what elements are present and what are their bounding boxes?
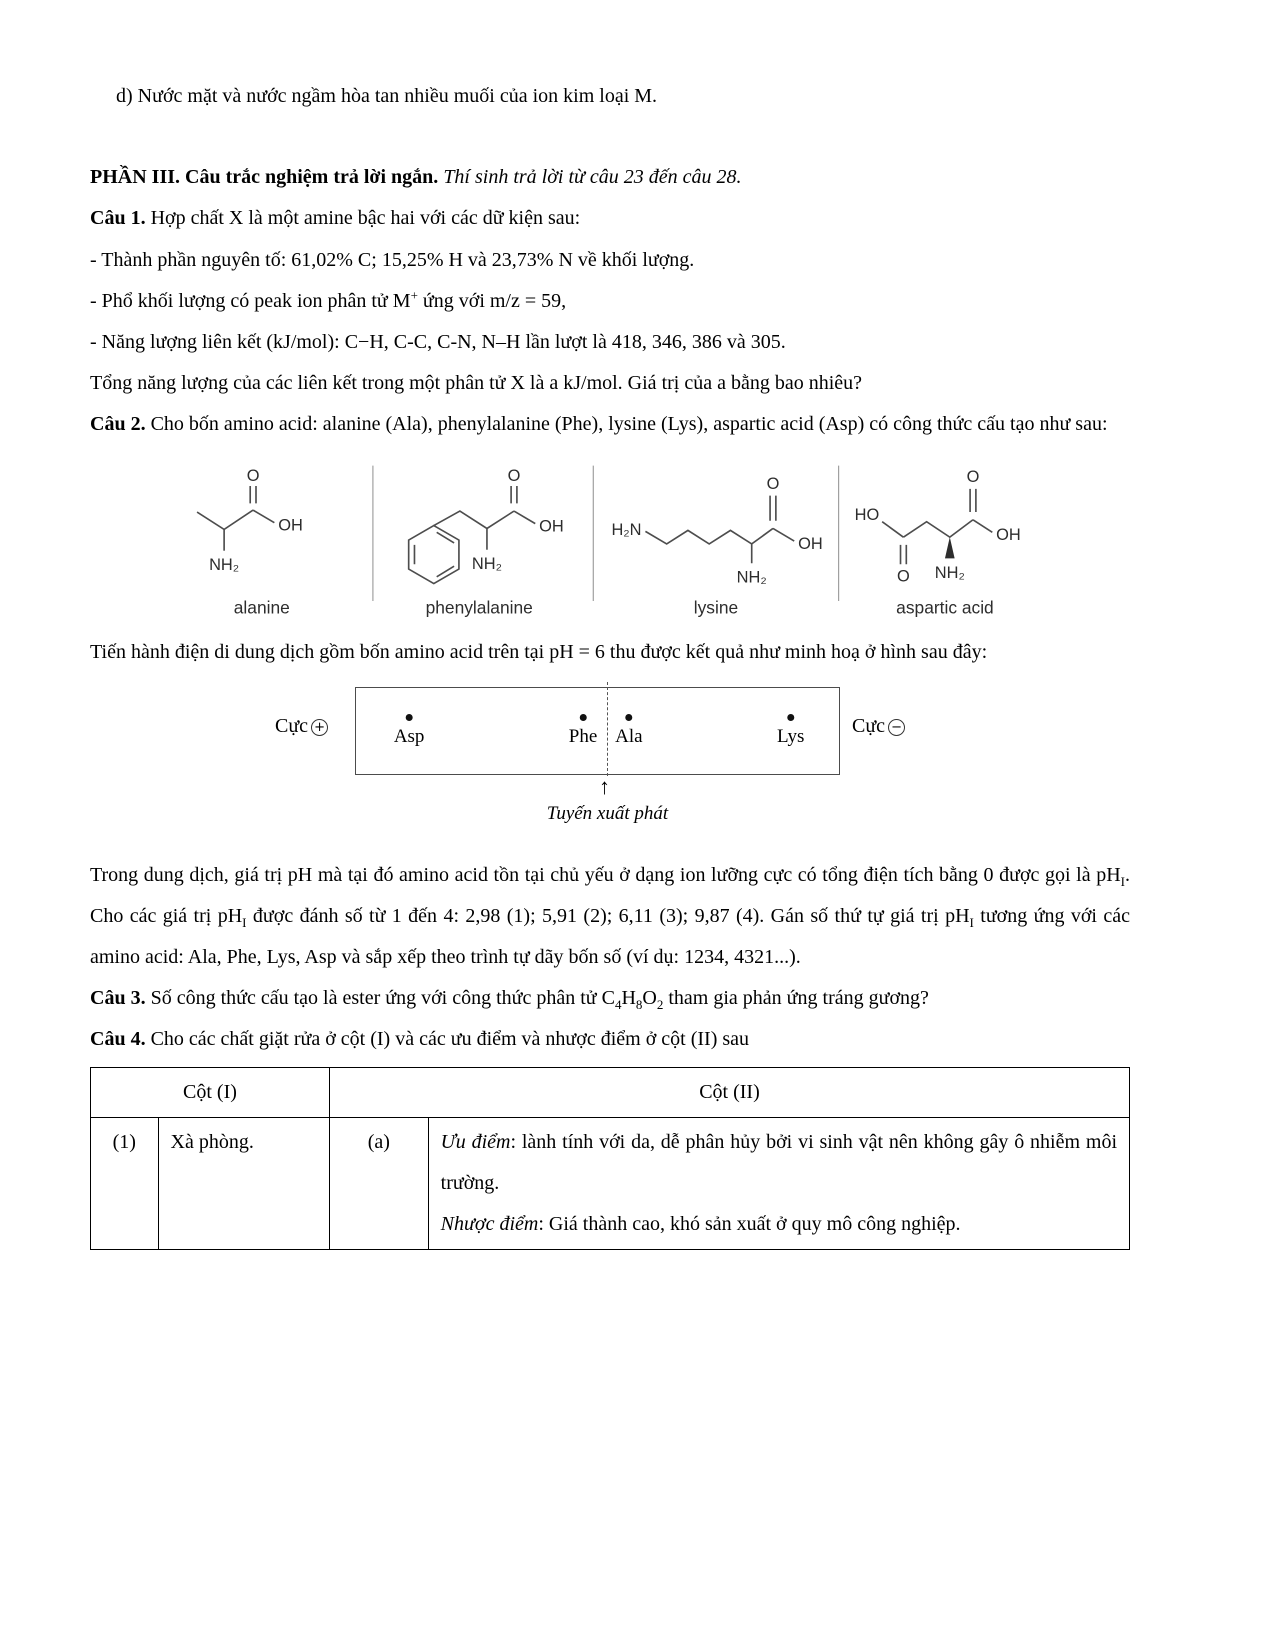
up-arrow-icon: ↑ [599,773,610,799]
disadvantage-text: : Giá thành cao, khó sản xuất ở quy mô công nghiệp. [538,1213,961,1236]
structure-lysine [611,474,822,617]
ph-subscript-2: I [242,914,247,930]
ph-subscript-3: I [969,914,974,930]
q3-subscript-8: 8 [635,997,643,1013]
q4-intro-text: Cho các chất giặt rửa ở cột (I) và các ưu điểm và nhược điểm ở cột (II) sau [145,1028,750,1051]
q1-bullet-2 [90,281,1130,322]
phenylalanine-oh-label: OH [539,516,564,535]
point-ala [615,714,642,749]
description-cell [428,1117,1129,1250]
q2-ph-paragraph [90,855,1130,979]
q3-run-1: Số công thức cấu tạo là ester ứng với công thức phân tử C [145,987,615,1010]
part3-heading-italic: Thí sinh trả lời từ câu 23 đến câu 28. [438,166,742,189]
q2-intro [90,404,1130,445]
q2-electro-intro: Tiến hành điện di dung dịch gồm bốn amino acid trên tại pH = 6 thu được kết quả như minh hoạ ở hình sau đây: [90,640,988,663]
structure-aspartic-acid [855,468,1021,617]
detergent-name-cell: Xà phòng. [158,1117,329,1250]
q1-bullet-2-post: ứng với m/z = 59, [417,289,567,312]
aspartic-o-top-label: O [966,467,980,486]
electrophoresis-figure [90,687,1130,845]
alanine-o-label: O [246,466,260,485]
advantage-text: : lành tính với da, dễ phân hủy bởi vi sinh vật nên không gây ô nhiễm môi trường. [440,1130,1117,1194]
lysine-o-label: O [766,474,780,493]
q4-table [90,1067,1130,1251]
asp-dot [406,714,413,721]
part3-heading-bold: PHẦN III. Câu trắc nghiệm trả lời ngắn. [90,166,439,189]
start-line-dashed [607,682,608,776]
minus-circle-icon: − [888,719,905,736]
alanine-name-label: alanine [233,597,290,618]
q3-subscript-2: 2 [656,997,664,1013]
lys-dot [787,714,794,721]
positive-pole-text: Cực [275,714,309,737]
point-asp [394,714,425,749]
q3-run-3: O [642,987,657,1010]
disadvantage-line [441,1204,1117,1245]
asp-label: Asp [393,725,425,747]
amino-acid-structures-svg [160,456,1040,628]
q1-bullet-3: - Năng lượng liên kết (kJ/mol): C−H, C-C, C-N, N–H lần lượt là 418, 346, 386 và 305. [90,330,786,353]
q1-bullet-2-pre: - Phổ khối lượng có peak ion phân tử M [90,289,411,312]
q2-intro-text: Cho bốn amino acid: alanine (Ala), phenylalanine (Phe), lysine (Lys), aspartic acid (Asp) có công thức cấu tạo như sau: [145,413,1108,436]
negative-pole-text: Cực [852,714,886,737]
col2-header: Cột (II) [329,1067,1129,1117]
row-number-cell: (1) [91,1117,159,1250]
plus-circle-icon: + [311,719,328,736]
ala-dot [625,714,632,721]
lysine-nh2-label: NH₂ [736,568,767,587]
q3-run-4: tham gia phản ứng tráng gương? [663,987,929,1010]
alanine-oh-label: OH [278,515,303,534]
q1-label: Câu 1. [90,207,146,230]
point-phe [569,714,598,749]
phenylalanine-name-label: phenylalanine [425,597,533,618]
q3-run-2: H [621,987,636,1010]
aspartic-o-down-label: O [897,567,910,586]
part3-heading [90,157,1130,198]
aspartic-name-label: aspartic acid [896,597,994,618]
ph-run-4: tương ứng với các amino acid: Ala, Phe, Lys, Asp và sắp xếp theo trình tự dãy bốn số (ví dụ: 1234, 4321...). [90,904,1131,969]
aspartic-ho-label: HO [854,505,880,524]
phenylalanine-nh2-label: NH₂ [471,554,502,573]
q1-intro-text: Hợp chất X là một amine bậc hai với các dữ kiện sau: [145,207,581,230]
statement-d: d) Nước mặt và nước ngầm hòa tan nhiều muối của ion kim loại M. [116,85,658,107]
q1-bullet-1: - Thành phần nguyên tố: 61,02% C; 15,25% H và 23,73% N về khối lượng. [90,248,695,271]
ph-run-1: Trong dung dịch, giá trị pH mà tại đó amino acid tồn tại chủ yếu ở dạng ion lưỡng cực có tổng điện tích bằng 0 được gọi là pH [90,863,1121,886]
table-header-row [91,1067,1130,1117]
q1-closing: Tổng năng lượng của các liên kết trong một phân tử X là a kJ/mol. Giá trị của a bằng bao nhiêu? [90,372,863,395]
q1-intro [90,198,1130,239]
aspartic-nh2-label: NH₂ [934,563,965,582]
structure-alanine [197,467,303,617]
q1-superscript-plus: + [410,287,418,303]
ala-label: Ala [615,725,643,747]
aspartic-oh-label: OH [996,525,1021,544]
q4-label: Câu 4. [90,1028,146,1051]
structure-phenylalanine [409,467,564,617]
lysine-oh-label: OH [798,534,823,553]
disadvantage-label: Nhược điểm [440,1213,539,1236]
alanine-nh2-label: NH₂ [209,555,240,574]
phe-dot [580,714,587,721]
row-letter-cell: (a) [329,1117,428,1250]
q3-subscript-4: 4 [614,997,622,1013]
q2-label: Câu 2. [90,413,146,436]
positive-pole-label [275,715,328,738]
point-lys [777,714,804,749]
table-row [91,1117,1130,1250]
lysine-h2n-label: H₂N [611,520,642,539]
advantage-line [441,1122,1117,1204]
lysine-name-label: lysine [693,597,739,618]
start-line-caption: Tuyến xuất phát [546,802,669,824]
phenylalanine-o-label: O [507,466,521,485]
amino-acid-structures-figure [160,456,1130,628]
ph-run-3: được đánh số từ 1 đến 4: 2,98 (1); 5,91 (2); 6,11 (3); 9,87 (4). Gán số thứ tự giá trị pH [246,904,970,927]
phe-label: Phe [568,725,598,747]
negative-pole-label [852,715,905,738]
lys-label: Lys [776,725,805,747]
ph-run-2: . Cho các giá trị pH [90,863,1130,927]
advantage-label: Ưu điểm [440,1130,511,1153]
col1-header: Cột (I) [91,1067,330,1117]
q4-intro [90,1019,1130,1060]
q3-label: Câu 3. [90,987,146,1010]
electrophoresis-box [355,687,840,775]
q3-text [90,978,1130,1019]
ph-subscript-1: I [1120,873,1125,889]
